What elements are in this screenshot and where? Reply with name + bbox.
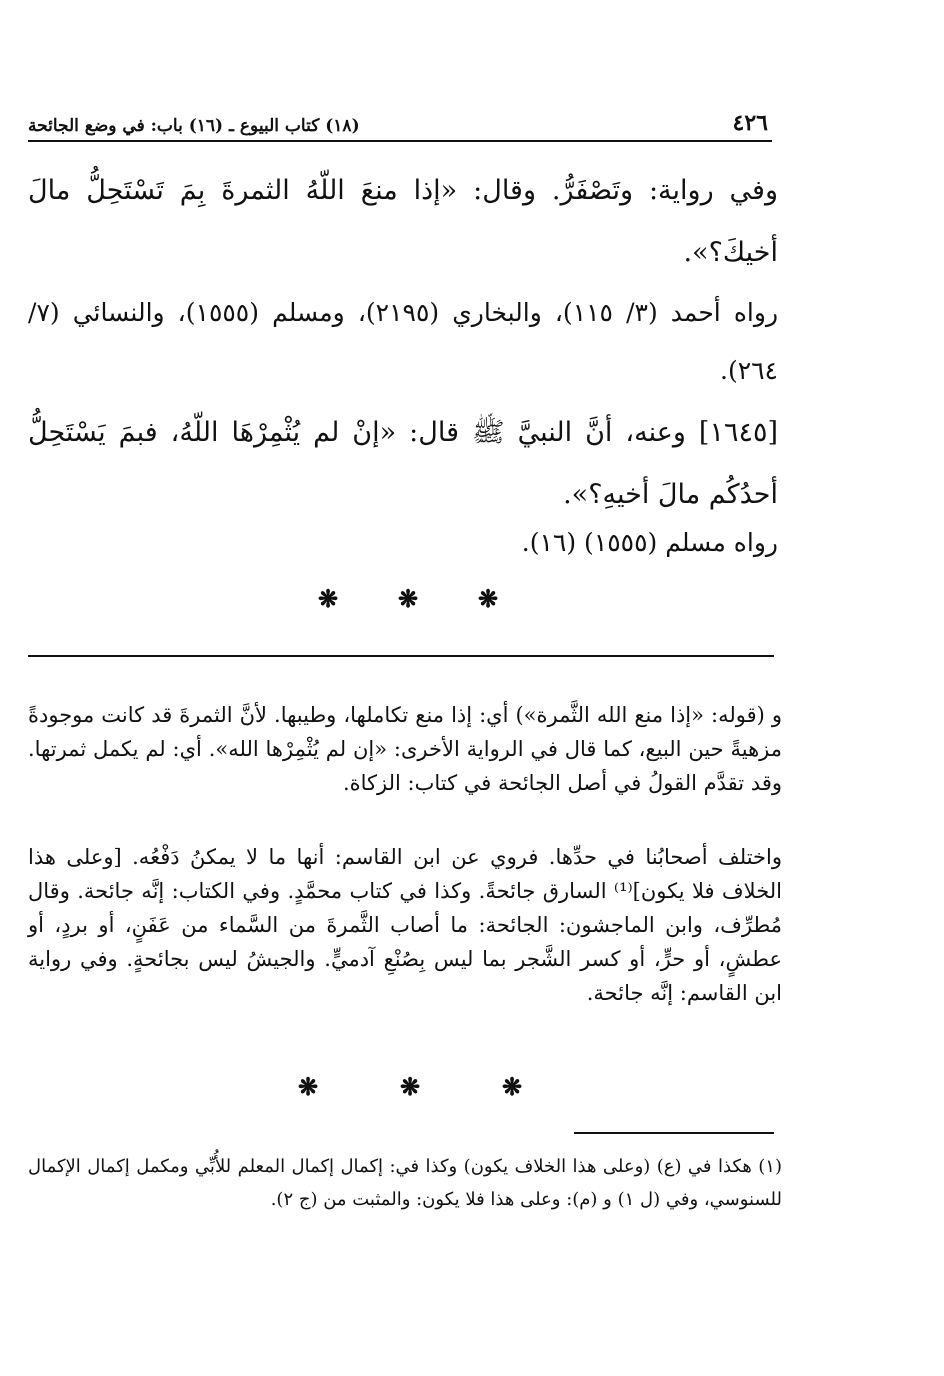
separator-star: ❋	[298, 1072, 319, 1101]
separator-star: ❋	[478, 584, 499, 613]
hadith-1645-reference: رواه مسلم (١٥٥٥) (١٦).	[521, 528, 778, 557]
hadith-variant-text: وفي رواية: وتَصْفَرُّ. وقال: «إذا منعَ اللّهُ الثمرةَ بِمَ تَسْتَحِلُّ مالَ أخيكَ؟».	[28, 175, 778, 268]
section-separator	[28, 1072, 768, 1102]
header-rule	[28, 140, 772, 142]
separator-star: ❋	[400, 1072, 421, 1101]
hadith-1645-text: [١٦٤٥] وعنه، أنَّ النبيَّ ﷺ قال: «إنْ لم يُثْمِرْهَا اللّهُ، فبمَ يَسْتَحِلُّ أحدُكُم مالَ أخيهِ؟».	[28, 417, 778, 510]
commentary-rule	[28, 655, 774, 657]
page-number: ٤٢٦	[732, 110, 768, 136]
commentary-paragraph-1: و (قوله: «إذا منع الله الثَّمرة») أي: إذا منع تكاملها، وطيبها. لأنَّ الثمرةَ قد كانت موجودةً مزهيةً حين البيع، كما قال في الرواية الأخرى: «إن لم يُثْمِرْها الله». أي: لم يكمل ثمرتها. وقد تقدَّم القولُ في أصل الجائحة في كتاب: الزكاة.	[28, 703, 782, 795]
footnote-1: (١) هكذا في (ع) (وعلى هذا الخلاف يكون) وكذا في: إكمال إكمال المعلم للأُبِّي ومكمل إكمال الإكمال للسنوسي، وفي (ل ١) و (م): وعلى هذا فلا يكون: والمثبت من (ج ٢).	[28, 1156, 782, 1210]
separator-star: ❋	[318, 584, 339, 613]
hadith-reference: رواه أحمد (٣/ ١١٥)، والبخاري (٢١٩٥)، ومسلم (١٥٥٥)، والنسائي (٧/ ٢٦٤).	[28, 298, 779, 385]
separator-star: ❋	[398, 584, 419, 613]
running-title: (١٨) كتاب البيوع ـ (١٦) باب: في وضع الجائحة	[28, 116, 360, 136]
section-separator	[28, 584, 768, 614]
footnote-rule	[574, 1132, 774, 1134]
commentary-paragraph-2: واختلف أصحابُنا في حدِّها. فروي عن ابن القاسم: أنها ما لا يمكنُ دَفْعُه. [وعلى هذا الخلاف فلا يكون]⁽¹⁾ السارق جائحةً. وكذا في كتاب محمَّدٍ. وفي الكتاب: إنَّه جائحة. وقال مُطرِّف، وابن الماجشون: الجائحة: ما أصاب الثَّمرةَ من السَّماء من عَفَنٍ، أو بردٍ، أو عطشٍ، أو حرٍّ، أو كسر الشَّجر بما ليس بِصُنْعِ آدميٍّ. والجيشُ ليس بجائحةٍ. وفي رواية ابن القاسم: إنَّه جائحة.	[28, 845, 782, 1005]
separator-star: ❋	[502, 1072, 523, 1101]
page-header	[28, 106, 768, 136]
